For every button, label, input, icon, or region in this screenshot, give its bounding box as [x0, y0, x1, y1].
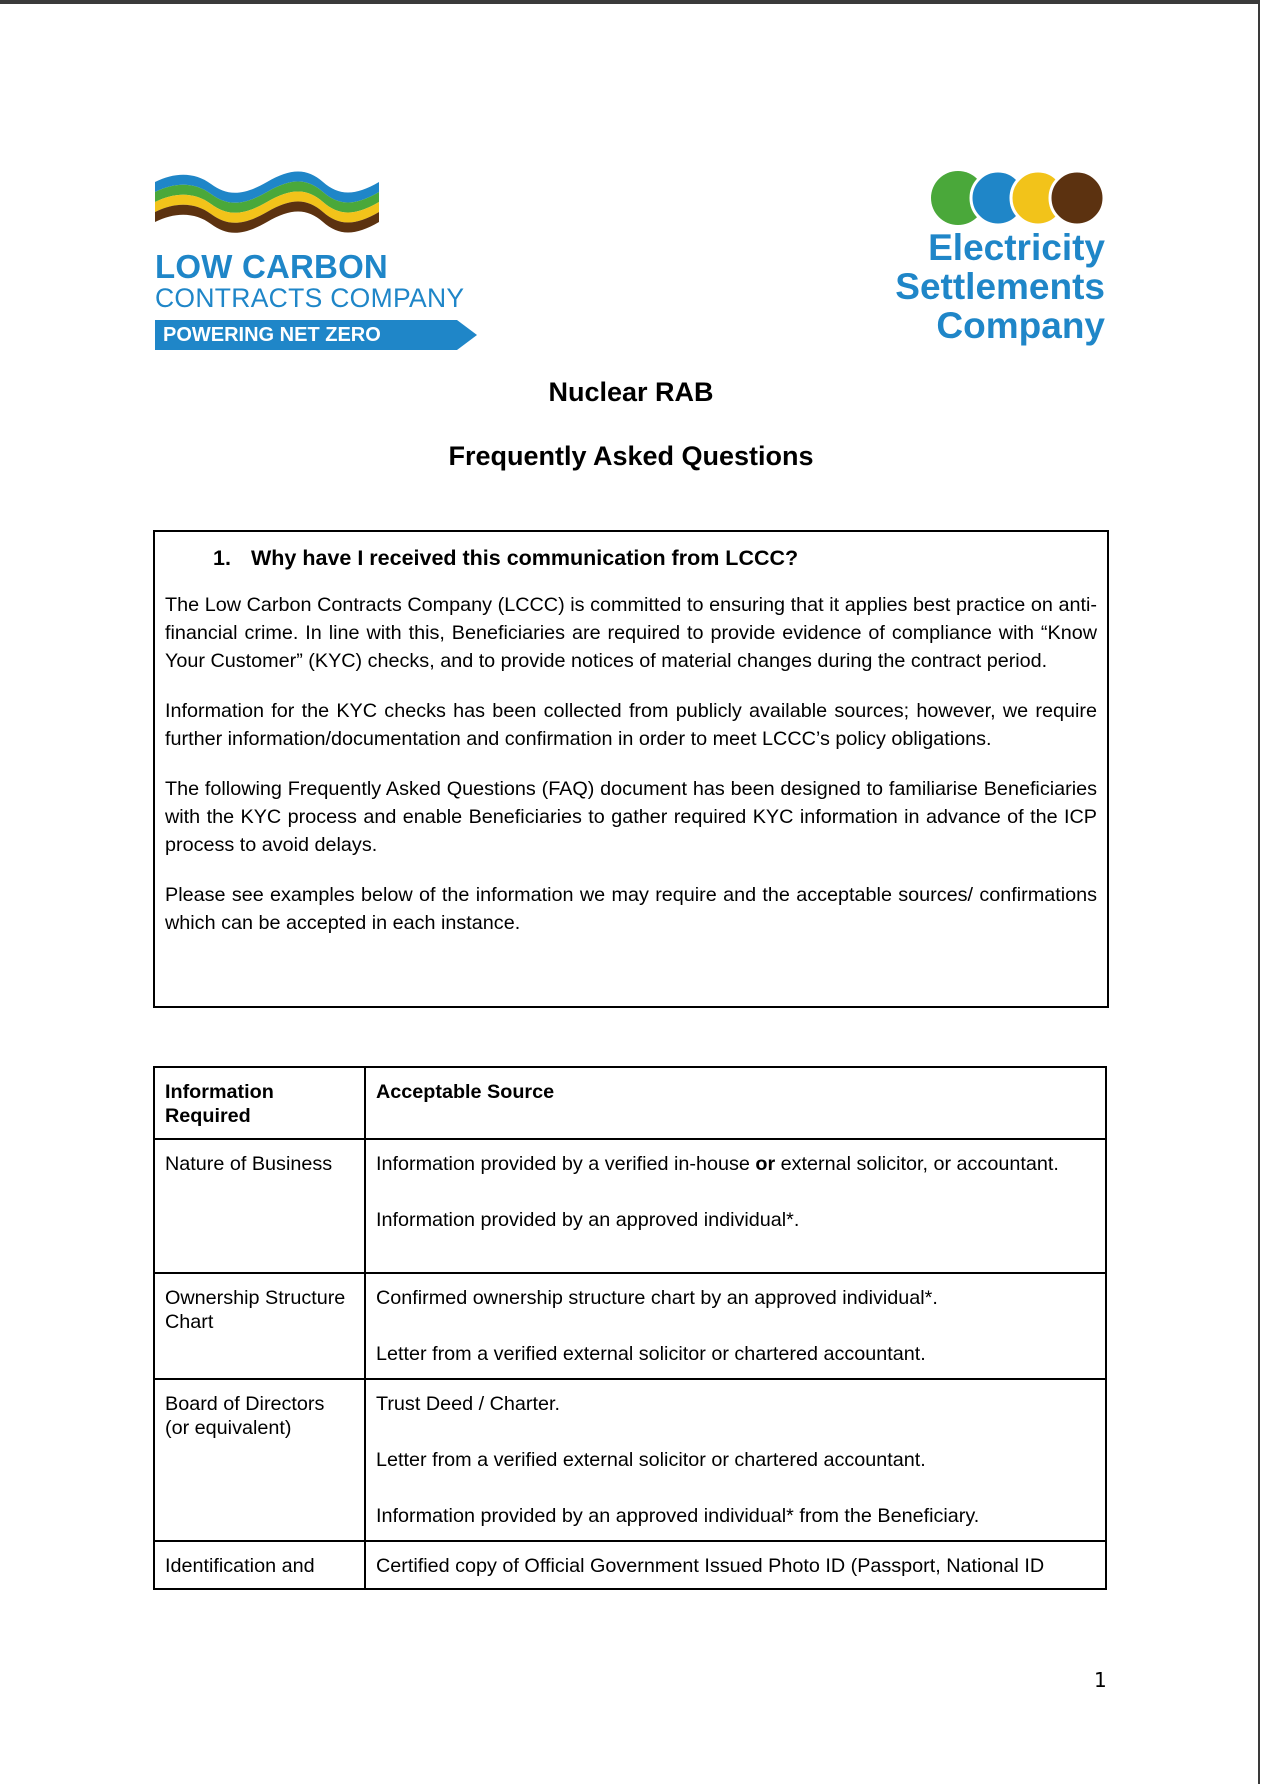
info-required-cell: Ownership Structure Chart: [154, 1273, 365, 1379]
page-number: 1: [1094, 1668, 1107, 1692]
table-row: [154, 1139, 1106, 1273]
acceptable-source-cell: [365, 1273, 1106, 1379]
faq-paragraph: Information for the KYC checks has been collected from publicly available sources; however, we require further information/documentation and confirmation in order to meet LCCC’s policy obligations.: [165, 700, 1097, 750]
esc-name: [895, 228, 1105, 345]
source-line: Trust Deed / Charter.: [376, 1393, 560, 1415]
faq-paragraph: The following Frequently Asked Questions (FAQ) document has been designed to familiarise Beneficiaries with the KYC process and enable Beneficiaries to gather required KYC information in advance of the ICP process to avoid delays.: [165, 778, 1097, 856]
source-line: Certified copy of Official Government Issued Photo ID (Passport, National ID: [376, 1555, 1045, 1577]
lccc-waves-graphic: [155, 170, 379, 240]
info-required-cell: Nature of Business: [154, 1139, 365, 1273]
acceptable-source-cell: [365, 1541, 1106, 1589]
faq-question-heading: [213, 546, 1097, 571]
lccc-name-line2: CONTRACTS COMPANY: [155, 283, 465, 313]
source-line: Letter from a verified external solicitor or chartered accountant.: [376, 1449, 926, 1471]
lccc-tagline: POWERING NET ZERO: [163, 324, 381, 346]
info-required-cell: Identification and: [154, 1541, 365, 1589]
lccc-logo: [155, 170, 477, 352]
esc-name-line1: Electricity: [928, 227, 1105, 268]
table-row: [154, 1541, 1106, 1589]
header-acceptable-source: Acceptable Source: [365, 1067, 1106, 1139]
document-subtitle: Frequently Asked Questions: [448, 441, 814, 471]
faq-paragraph: Please see examples below of the information we may require and the acceptable sources/ confirmations which can be accepted in each instance.: [165, 884, 1097, 934]
document-title: Nuclear RAB: [548, 377, 714, 407]
source-line: Information provided by an approved individual* from the Beneficiary.: [376, 1505, 980, 1527]
faq-question-number: 1.: [213, 546, 231, 570]
table-row: [154, 1273, 1106, 1379]
header-information-required: Information Required: [154, 1067, 365, 1139]
kyc-requirements-table: [153, 1066, 1107, 1590]
esc-logo: [860, 170, 1105, 355]
source-line: Information provided by a verified in-house or external solicitor, or accountant.: [376, 1153, 1059, 1175]
info-required-cell: Board of Directors (or equivalent): [154, 1379, 365, 1541]
faq-paragraph: The Low Carbon Contracts Company (LCCC) is committed to ensuring that it applies best practice on anti-financial crime. In line with this, Beneficiaries are required to provide evidence of compliance with “Know Your Customer” (KYC) checks, and to provide notices of material changes during the contract period.: [165, 594, 1097, 672]
source-line: Confirmed ownership structure chart by an approved individual*.: [376, 1287, 938, 1309]
acceptable-source-cell: [365, 1139, 1106, 1273]
acceptable-source-cell: [365, 1379, 1106, 1541]
table-header-row: [154, 1067, 1106, 1139]
source-line: Letter from a verified external solicitor or chartered accountant.: [376, 1343, 926, 1365]
faq-section: [153, 530, 1109, 1008]
source-line: Information provided by an approved individual*.: [376, 1209, 800, 1231]
esc-name-line3: Company: [936, 305, 1105, 346]
lccc-name-line1: LOW CARBON: [155, 248, 388, 285]
faq-question-text: Why have I received this communication from LCCC?: [251, 546, 799, 570]
esc-name-line2: Settlements: [895, 266, 1105, 307]
table-row: [154, 1379, 1106, 1541]
lccc-tagline-banner: [155, 320, 477, 350]
esc-circles-graphic: [930, 170, 1105, 226]
